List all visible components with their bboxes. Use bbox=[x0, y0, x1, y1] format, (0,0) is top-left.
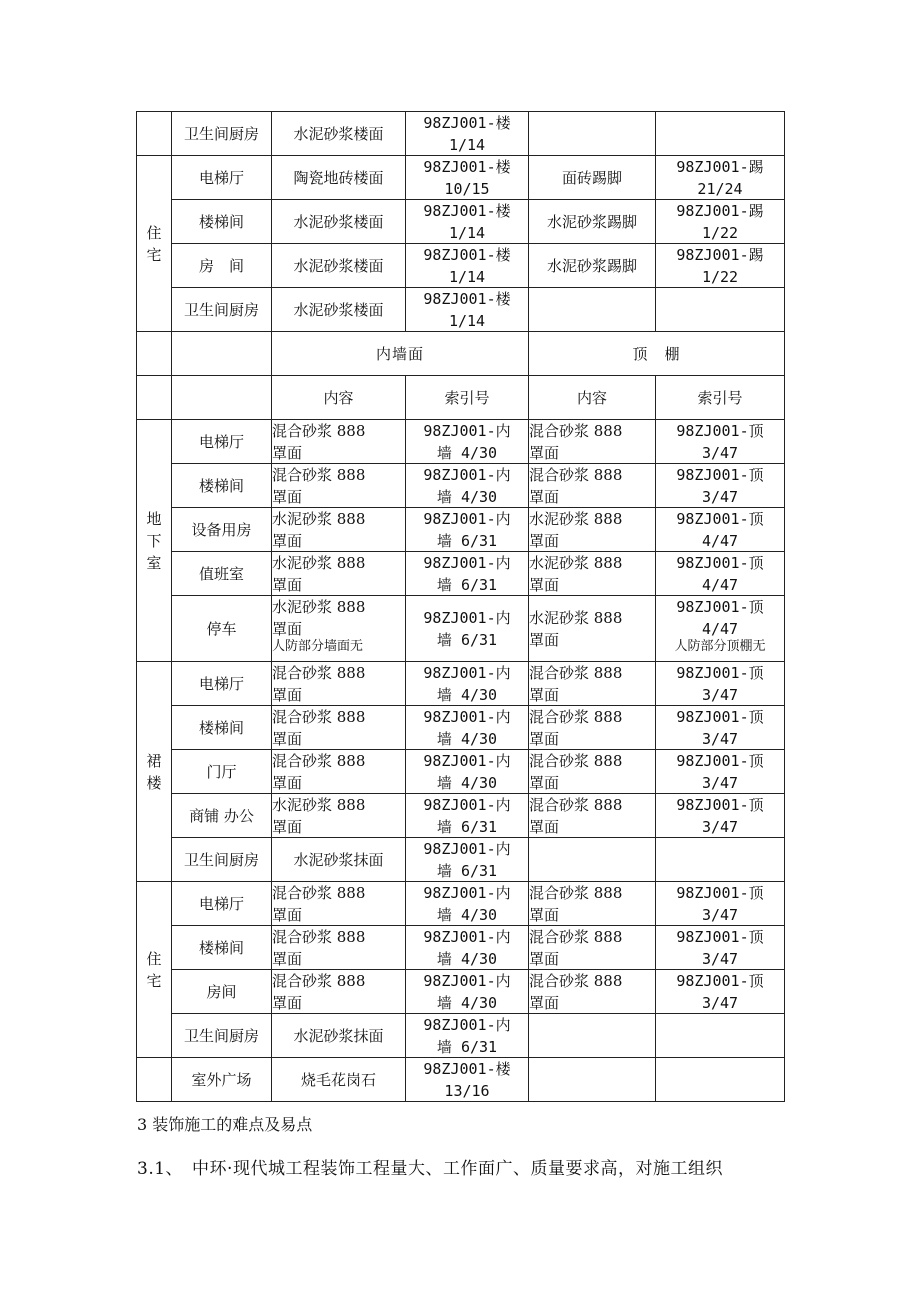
skirt-index-cell bbox=[656, 112, 785, 156]
wall-index-cell: 98ZJ001-内 墙 6/31 bbox=[406, 1014, 529, 1058]
table-row bbox=[137, 794, 785, 838]
ceiling-index-cell: 98ZJ001-顶 3/47 bbox=[656, 464, 785, 508]
wall-index-cell: 98ZJ001-内 墙 4/30 bbox=[406, 970, 529, 1014]
wall-content-cell: 水泥砂浆 888 罩面 bbox=[272, 794, 406, 838]
wall-index-cell: 98ZJ001-内 墙 4/30 bbox=[406, 750, 529, 794]
location-cell: 房 间 bbox=[172, 244, 272, 288]
floor-content-cell: 水泥砂浆楼面 bbox=[272, 288, 406, 332]
table-row bbox=[137, 838, 785, 882]
skirt-index-cell: 98ZJ001-踢 21/24 bbox=[656, 156, 785, 200]
ceiling-content-cell: 水泥砂浆 888 罩面 bbox=[529, 508, 656, 552]
header-ceiling-content: 内容 bbox=[529, 376, 656, 420]
location-cell: 房间 bbox=[172, 970, 272, 1014]
location-cell: 卫生间厨房 bbox=[172, 112, 272, 156]
wall-content-cell: 水泥砂浆 888 罩面 bbox=[272, 552, 406, 596]
location-cell: 设备用房 bbox=[172, 508, 272, 552]
ceiling-content-cell: 混合砂浆 888 罩面 bbox=[529, 662, 656, 706]
location-cell: 楼梯间 bbox=[172, 464, 272, 508]
wall-content-cell: 水泥砂浆 888 罩面 bbox=[272, 508, 406, 552]
floor-index-cell: 98ZJ001-楼 1/14 bbox=[406, 112, 529, 156]
ceiling-content-cell: 水泥砂浆 888 罩面 bbox=[529, 552, 656, 596]
location-cell: 楼梯间 bbox=[172, 200, 272, 244]
location-cell: 卫生间厨房 bbox=[172, 1014, 272, 1058]
table-header-row bbox=[137, 376, 785, 420]
section-residence: 住宅 bbox=[137, 156, 172, 332]
skirt-content-cell: 水泥砂浆踢脚 bbox=[529, 244, 656, 288]
section-basement: 地下室 bbox=[137, 420, 172, 662]
ceiling-index-cell: 98ZJ001-顶 3/47 bbox=[656, 794, 785, 838]
location-cell: 电梯厅 bbox=[172, 420, 272, 464]
table-row bbox=[137, 420, 785, 464]
ceiling-index-cell: 98ZJ001-顶 3/47 bbox=[656, 882, 785, 926]
table-header-row bbox=[137, 332, 785, 376]
location-cell: 电梯厅 bbox=[172, 156, 272, 200]
wall-index-cell: 98ZJ001-内 墙 6/31 bbox=[406, 508, 529, 552]
empty-cell bbox=[529, 1058, 656, 1102]
table-row bbox=[137, 112, 785, 156]
ceiling-content-cell: 混合砂浆 888 罩面 bbox=[529, 926, 656, 970]
wall-index-cell: 98ZJ001-内 墙 4/30 bbox=[406, 706, 529, 750]
header-wall-content: 内容 bbox=[272, 376, 406, 420]
wall-index-cell: 98ZJ001-内 墙 6/31 bbox=[406, 596, 529, 662]
ceiling-index-cell: 98ZJ001-顶 3/47 bbox=[656, 970, 785, 1014]
ceiling-index-cell: 98ZJ001-顶 4/47 人防部分顶棚无 bbox=[656, 596, 785, 662]
wall-content-cell: 混合砂浆 888 罩面 bbox=[272, 706, 406, 750]
wall-content-cell: 水泥砂浆抹面 bbox=[272, 1014, 406, 1058]
header-ceiling: 顶 棚 bbox=[529, 332, 785, 376]
location-cell: 停车 bbox=[172, 596, 272, 662]
wall-content-cell: 混合砂浆 888 罩面 bbox=[272, 882, 406, 926]
wall-content-cell: 混合砂浆 888 罩面 bbox=[272, 662, 406, 706]
index-cell: 98ZJ001-楼 13/16 bbox=[406, 1058, 529, 1102]
location-cell: 卫生间厨房 bbox=[172, 838, 272, 882]
floor-index-cell: 98ZJ001-楼 1/14 bbox=[406, 200, 529, 244]
wall-content-cell: 混合砂浆 888 罩面 bbox=[272, 970, 406, 1014]
location-cell: 电梯厅 bbox=[172, 882, 272, 926]
ceiling-content-cell: 混合砂浆 888 罩面 bbox=[529, 970, 656, 1014]
ceiling-index-cell: 98ZJ001-顶 3/47 bbox=[656, 420, 785, 464]
location-cell: 楼梯间 bbox=[172, 706, 272, 750]
wall-content-cell: 混合砂浆 888 罩面 bbox=[272, 420, 406, 464]
table-row bbox=[137, 882, 785, 926]
wall-index-cell: 98ZJ001-内 墙 6/31 bbox=[406, 552, 529, 596]
wall-index-cell: 98ZJ001-内 墙 6/31 bbox=[406, 838, 529, 882]
ceiling-content-cell: 水泥砂浆 888 罩面 bbox=[529, 596, 656, 662]
header-ceiling-index: 索引号 bbox=[656, 376, 785, 420]
table-row bbox=[137, 1058, 785, 1102]
table-row bbox=[137, 508, 785, 552]
skirt-content-cell: 水泥砂浆踢脚 bbox=[529, 200, 656, 244]
table-row bbox=[137, 156, 785, 200]
section-residence: 住宅 bbox=[137, 882, 172, 1058]
wall-content-cell: 混合砂浆 888 罩面 bbox=[272, 464, 406, 508]
ceiling-note: 人防部分顶棚无 bbox=[674, 639, 766, 654]
ceiling-index-cell bbox=[656, 838, 785, 882]
location-cell: 门厅 bbox=[172, 750, 272, 794]
ceiling-index-cell: 98ZJ001-顶 3/47 bbox=[656, 750, 785, 794]
table-row bbox=[137, 464, 785, 508]
ceiling-content-cell: 混合砂浆 888 罩面 bbox=[529, 464, 656, 508]
location-cell: 电梯厅 bbox=[172, 662, 272, 706]
ceiling-index-cell: 98ZJ001-顶 4/47 bbox=[656, 552, 785, 596]
header-blank-cell bbox=[137, 376, 172, 420]
floor-content-cell: 水泥砂浆楼面 bbox=[272, 200, 406, 244]
section-cell bbox=[137, 1058, 172, 1102]
header-blank-cell bbox=[172, 376, 272, 420]
wall-content-cell: 水泥砂浆抹面 bbox=[272, 838, 406, 882]
section-heading: 3 装饰施工的难点及易点 bbox=[137, 1115, 313, 1134]
content-cell: 烧毛花岗石 bbox=[272, 1058, 406, 1102]
skirt-index-cell: 98ZJ001-踢 1/22 bbox=[656, 200, 785, 244]
table-row bbox=[137, 552, 785, 596]
section-podium: 裙楼 bbox=[137, 662, 172, 882]
table-row bbox=[137, 1014, 785, 1058]
location-cell: 卫生间厨房 bbox=[172, 288, 272, 332]
wall-content-cell: 混合砂浆 888 罩面 bbox=[272, 750, 406, 794]
ceiling-content-cell: 混合砂浆 888 罩面 bbox=[529, 706, 656, 750]
ceiling-index-cell: 98ZJ001-顶 3/47 bbox=[656, 706, 785, 750]
ceiling-content-cell: 混合砂浆 888 罩面 bbox=[529, 882, 656, 926]
ceiling-content-cell: 混合砂浆 888 罩面 bbox=[529, 750, 656, 794]
table-row bbox=[137, 926, 785, 970]
ceiling-content-cell: 混合砂浆 888 罩面 bbox=[529, 794, 656, 838]
paragraph-text: 3.1、 中环·现代城工程装饰工程量大、工作面广、质量要求高，对施工组织 bbox=[137, 1159, 723, 1179]
skirt-content-cell: 面砖踢脚 bbox=[529, 156, 656, 200]
table-row bbox=[137, 244, 785, 288]
wall-index-cell: 98ZJ001-内 墙 4/30 bbox=[406, 464, 529, 508]
table-row bbox=[137, 750, 785, 794]
skirt-index-cell bbox=[656, 288, 785, 332]
section-cell bbox=[137, 112, 172, 156]
ceiling-content-cell: 混合砂浆 888 罩面 bbox=[529, 420, 656, 464]
wall-content-cell: 混合砂浆 888 罩面 bbox=[272, 926, 406, 970]
ceiling-content-cell bbox=[529, 838, 656, 882]
table-row bbox=[137, 288, 785, 332]
location-cell: 室外广场 bbox=[172, 1058, 272, 1102]
ceiling-index-cell: 98ZJ001-顶 4/47 bbox=[656, 508, 785, 552]
wall-index-cell: 98ZJ001-内 墙 4/30 bbox=[406, 882, 529, 926]
table-row bbox=[137, 706, 785, 750]
floor-content-cell: 水泥砂浆楼面 bbox=[272, 244, 406, 288]
table-row bbox=[137, 662, 785, 706]
header-blank-cell bbox=[172, 332, 272, 376]
table-row bbox=[137, 200, 785, 244]
wall-index-cell: 98ZJ001-内 墙 4/30 bbox=[406, 662, 529, 706]
header-wall-index: 索引号 bbox=[406, 376, 529, 420]
ceiling-content-cell bbox=[529, 1014, 656, 1058]
floor-index-cell: 98ZJ001-楼 10/15 bbox=[406, 156, 529, 200]
ceiling-index-cell: 98ZJ001-顶 3/47 bbox=[656, 662, 785, 706]
table-row bbox=[137, 970, 785, 1014]
floor-content-cell: 水泥砂浆楼面 bbox=[272, 112, 406, 156]
location-cell: 楼梯间 bbox=[172, 926, 272, 970]
location-cell: 值班室 bbox=[172, 552, 272, 596]
wall-note: 人防部分墙面无 bbox=[272, 639, 364, 654]
skirt-content-cell bbox=[529, 288, 656, 332]
floor-content-cell: 陶瓷地砖楼面 bbox=[272, 156, 406, 200]
wall-index-cell: 98ZJ001-内 墙 4/30 bbox=[406, 420, 529, 464]
ceiling-index-cell: 98ZJ001-顶 3/47 bbox=[656, 926, 785, 970]
location-cell: 商铺 办公 bbox=[172, 794, 272, 838]
skirt-content-cell bbox=[529, 112, 656, 156]
header-inner-wall: 内墙面 bbox=[272, 332, 529, 376]
empty-cell bbox=[656, 1058, 785, 1102]
skirt-index-cell: 98ZJ001-踢 1/22 bbox=[656, 244, 785, 288]
wall-index-cell: 98ZJ001-内 墙 6/31 bbox=[406, 794, 529, 838]
ceiling-index-cell bbox=[656, 1014, 785, 1058]
decoration-spec-table bbox=[136, 111, 785, 1102]
header-blank-cell bbox=[137, 332, 172, 376]
wall-index-cell: 98ZJ001-内 墙 4/30 bbox=[406, 926, 529, 970]
table-row bbox=[137, 596, 785, 662]
floor-index-cell: 98ZJ001-楼 1/14 bbox=[406, 288, 529, 332]
wall-content-cell: 水泥砂浆 888 罩面 人防部分墙面无 bbox=[272, 596, 406, 662]
floor-index-cell: 98ZJ001-楼 1/14 bbox=[406, 244, 529, 288]
